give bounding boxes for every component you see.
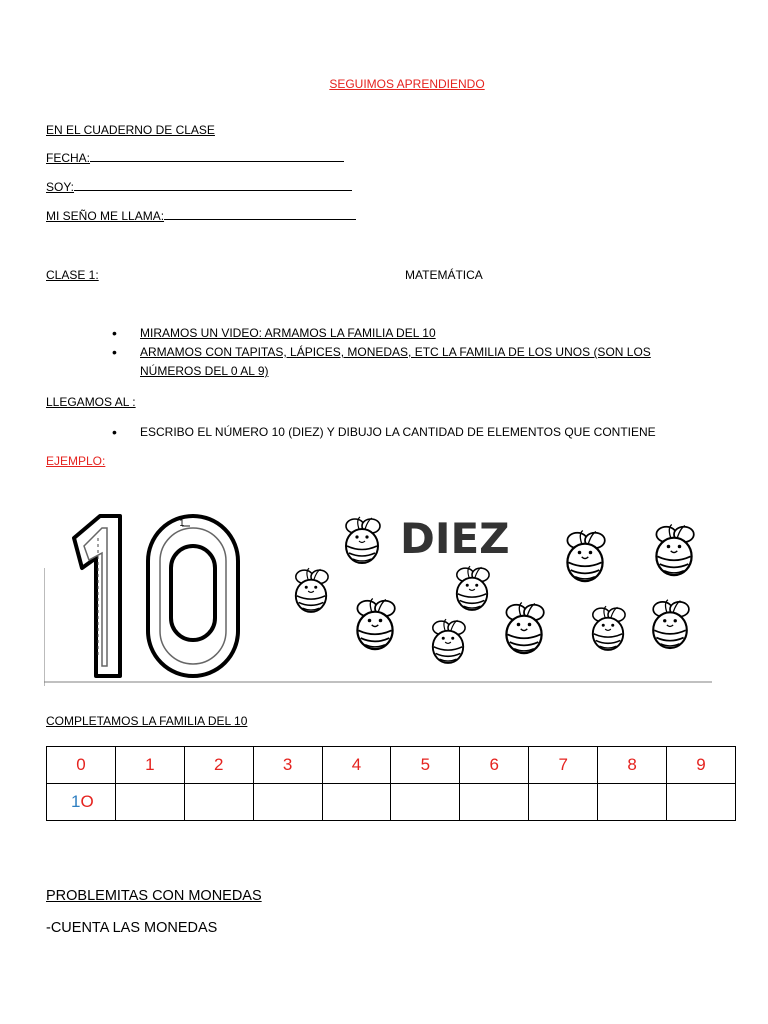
fecha-field [46, 151, 344, 165]
family-table [46, 746, 736, 821]
list-item: • ARMAMOS CON TAPITAS, LÁPICES, MONEDAS, ETC LA FAMILIA DE LOS UNOS (SON LOS NÚMEROS DEL 0 AL 9) [112, 343, 712, 381]
empty-cell [529, 784, 598, 821]
empty-cell [253, 784, 322, 821]
empty-cell [460, 784, 529, 821]
digit-cell: 0 [47, 747, 116, 784]
example-illustration [44, 498, 716, 690]
ten-cell [47, 784, 116, 821]
soy-blank [74, 180, 352, 191]
cuenta-instruction: -CUENTA LAS MONEDAS [46, 920, 218, 936]
soy-field [46, 180, 352, 194]
digit-cell: 3 [253, 747, 322, 784]
list-item: • ESCRIBO EL NÚMERO 10 (DIEZ) Y DIBUJO LA CANTIDAD DE ELEMENTOS QUE CONTIENE [112, 423, 732, 442]
ten-second-digit: O [80, 792, 94, 811]
fecha-label: FECHA: [46, 151, 91, 165]
digit-cell: 5 [391, 747, 460, 784]
digit-cell: 8 [598, 747, 667, 784]
fecha-blank [90, 151, 344, 162]
svg-text:1: 1 [179, 519, 185, 529]
digit-cell: 9 [667, 747, 736, 784]
seno-blank [164, 209, 356, 220]
list-item: • MIRAMOS UN VIDEO: ARMAMOS LA FAMILIA DEL 10 [112, 324, 712, 343]
empty-cell [667, 784, 736, 821]
table-row [47, 784, 736, 821]
page-title: SEGUIMOS APRENDIENDO [329, 77, 485, 91]
completamos-label: COMPLETAMOS LA FAMILIA DEL 10 [46, 714, 248, 728]
digit-cell: 1 [115, 747, 184, 784]
problemitas-heading: PROBLEMITAS CON MONEDAS [46, 888, 262, 904]
llegamos-label: LLEGAMOS AL : [46, 395, 136, 409]
activities-list [112, 324, 712, 381]
table-row [47, 747, 736, 784]
digit-cell: 6 [460, 747, 529, 784]
diez-word: DIEZ [400, 514, 510, 563]
digit-cell: 7 [529, 747, 598, 784]
task-list [112, 423, 732, 442]
example-illustration-svg [44, 498, 716, 690]
cuaderno-line: EN EL CUADERNO DE CLASE [46, 123, 215, 137]
digit-cell: 2 [184, 747, 253, 784]
seno-field [46, 209, 356, 223]
empty-cell [322, 784, 391, 821]
digit-cell: 4 [322, 747, 391, 784]
empty-cell [391, 784, 460, 821]
empty-cell [115, 784, 184, 821]
empty-cell [598, 784, 667, 821]
empty-cell [184, 784, 253, 821]
ejemplo-label: EJEMPLO: [46, 454, 106, 468]
subject-label: MATEMÁTICA [405, 268, 483, 282]
soy-label: SOY: [46, 180, 75, 194]
clase-label: CLASE 1: [46, 268, 99, 282]
seno-label: MI SEÑO ME LLAMA: [46, 209, 165, 223]
ten-first-digit: 1 [71, 792, 81, 811]
